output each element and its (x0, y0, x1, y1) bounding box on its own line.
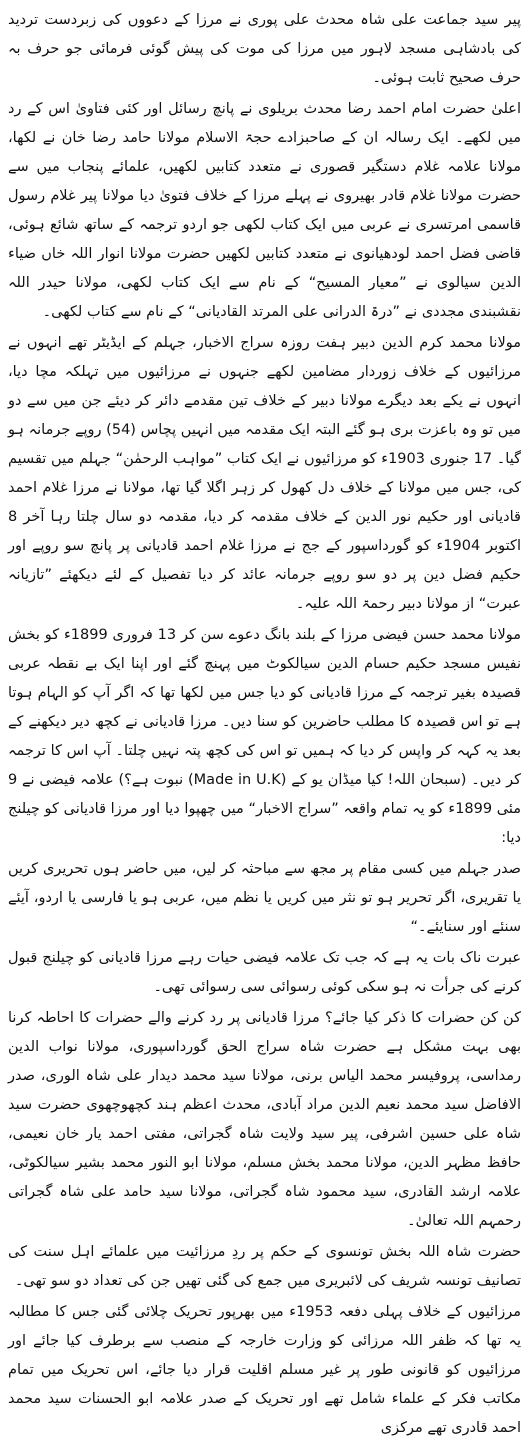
paragraph-taunsa-library: حضرت شاہ اللہ بخش تونسوی کے حکم پر ردِ مرزائیت میں علمائے اہل سنت کی تصانیف تونسہ شریف کی لائبریری میں جمع کی گئی تھیں جن کی تعداد دو سو تھی۔ (8, 1244, 521, 1289)
paragraph-tehreek-1953: مرزائیوں کے خلاف پہلی دفعہ 1953ء میں بھرپور تحریک چلائی گئی جس کا مطالبہ یہ تھا کہ ظفر اللہ مرزائی کو وزارت خارجہ کے منصب سے برطرف کیا جائے اور مرزائیوں کو قانونی طور پر غیر مسلم اقلیت قرار دیا جائے، اس تحریک میں تمام مکاتب فکر کے علماء شامل تھے اور تحریک کے صدر علامہ ابو الحسنات سید محمد احمد قادری تھے مرکزی (8, 1304, 521, 1436)
paragraph-ala-hazrat: اعلیٰ حضرت امام احمد رضا محدث بریلوی نے پانچ رسائل اور کئی فتاویٰ اس کے رد میں لکھے۔ ایک رسالہ ان کے صاحبزادے حجۃ الاسلام مولانا حامد رضا خان نے لکھا، مولانا علامہ غلام دستگیر قصوری نے متعدد کتابیں لکھیں، علمائے پنجاب میں سے حضرت مولانا غلام قادر بھیروی نے پہلے مرزا کے خلاف فتویٰ دیا مولانا پیر غلام رسول قاسمی امرتسری نے عربی میں ایک کتاب لکھی جو اردو ترجمہ کے ساتھ شائع ہوئی، قاضی فضل احمد لودھیانوی نے متعدد کتابیں لکھیں حضرت مولانا انوار اللہ خاں ضیاء الدین سیالوی نے ”معیار المسیح“ کے نام سے ایک کتاب لکھی، مولانا حیدر اللہ نقشبندی مجددی نے ”درۃ الدرانی علی المرتد القادیانی“ کے نام سے کتاب لکھی۔ (8, 101, 521, 320)
paragraph-karam-din-dabeer: مولانا محمد کرم الدین دبیر ہفت روزہ سراج الاخبار، جہلم کے ایڈیٹر تھے انہوں نے مرزائیوں کے خلاف زوردار مضامین لکھے جنہوں نے مرزائیوں میں تہلکہ مچا دیا، انہوں نے یکے بعد دیگرے مولانا دبیر کے خلاف تین مقدمے دائر کر دیئے جن میں سے دو میں تو وہ باعزت بری ہو گئے البتہ ایک مقدمہ میں انہیں پچاس (54) روپے جرمانہ ہو گیا۔ 17 جنوری 1903ء کو مرزائیوں نے ایک کتاب ”مواہب الرحمٰن“ جہلم میں تقسیم کی، جس میں مولانا کے خلاف دل کھول کر زہر اگلا گیا تھا، مولانا نے مرزا غلام احمد قادیانی اور حکیم نور الدین کے خلاف مقدمہ کر دیا، مقدمہ دو سال چلتا رہا آخر 8 اکتوبر 1904ء کو گورداسپور کے جج نے مرزا غلام احمد قادیانی پر پانچ سو روپے اور حکیم فضل دین پر دو سو روپے جرمانہ عائد کر دیا تفصیل کے لئے دیکھئے ”تازیانہ عبرت“ از مولانا دبیر رحمۃ اللہ علیہ۔ (8, 335, 521, 612)
paragraph-ulama-list: کن کن حضرات کا ذکر کیا جائے؟ مرزا قادیانی پر رد کرنے والے حضرات کا احاطہ کرنا بھی بہت مشکل ہے حضرت شاہ سراج الحق گورداسپوری، مولانا نواب الدین رمداسی، پروفیسر محمد الیاس برنی، مولانا سید محمد دیدار علی شاہ الوری، صدر الافاضل سید محمد نعیم الدین مراد آبادی، محدث اعظم ہند کچھوچھوی حضرت سید شاہ علی حسین اشرفی، پیر سید ولایت شاہ گجراتی، مفتی احمد یار خان نعیمی، حافظ مظہر الدین، مولانا محمد بخش مسلم، مولانا ابو النور محمد بشیر سیالکوٹی، علامہ ارشد القادری، سید محمود شاہ گجراتی، مولانا سید حامد علی شاہ گجراتی رحمہم اللہ تعالیٰ۔ (8, 1010, 521, 1229)
paragraph-ibrat-nak: عبرت ناک بات یہ ہے کہ جب تک علامہ فیضی حیات رہے مرزا قادیانی کو چیلنج قبول کرنے کی جرأت نہ ہو سکی کوئی رسوائی سی رسوائی تھی۔ (8, 950, 521, 995)
paragraph-pir-jamaat-ali-shah: پیر سید جماعت علی شاہ محدث علی پوری نے مرزا کے دعووں کی زبردست تردید کی بادشاہی مسجد لاہور میں مرزا کی موت کی پیش گوئی فرمائی جو حرف بہ حرف صحیح ثابت ہوئی۔ (8, 12, 521, 86)
paragraph-faizi-challenge-quote: صدر جہلم میں کسی مقام پر مجھ سے مباحثہ کر لیں، میں حاضر ہوں تحریری کریں یا تقریری، اگر تحریر ہو تو نثر میں کریں یا نظم میں، عربی ہو یا فارسی یا اردو، آیئے سنئے اور سنایئے۔“ (8, 861, 521, 935)
paragraph-hasan-faizi: مولانا محمد حسن فیضی مرزا کے بلند بانگ دعوے سن کر 13 فروری 1899ء کو بخش نفیس مسجد حکیم حسام الدین سیالکوٹ میں پہنچ گئے اور اپنا ایک بے نقطہ عربی قصیدہ بغیر ترجمہ کے مرزا قادیانی کو دیا جس میں لکھا تھا کہ اگر آپ کو الہام ہوتا ہے تو اس قصیدہ کا مطلب حاضرین کو سنا دیں۔ مرزا قادیانی نے کچھ دیر دیکھنے کے بعد یہ کہہ کر واپس کر دیا کہ ہمیں تو اس کی کچھ پتہ نہیں چلتا۔ آپ اس کا ترجمہ کر دیں۔ (سبحان اللہ! کیا میڈان یو کے (Made in U.K) نبوت ہے؟) علامہ فیضی نے 9 مئی 1899ء کو یہ تمام واقعہ ”سراج الاخبار“ میں چھپوا دیا اور مرزا قادیانی کو چیلنج دیا: (8, 627, 521, 846)
